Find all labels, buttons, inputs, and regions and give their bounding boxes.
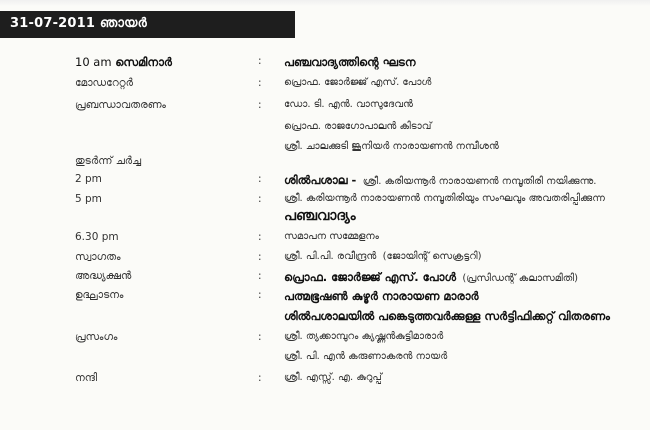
moderator-name: പ്രൊഫ. ജോർജ്ജ് എസ്. പോൾ (284, 77, 432, 88)
welcome-line (284, 251, 482, 262)
schedule-row-welcome (0, 251, 650, 269)
seminar-time: 10 am (75, 55, 112, 69)
schedule-row-inauguration (0, 289, 650, 307)
separator: : (258, 77, 262, 89)
thanks-label: നന്ദി (75, 372, 98, 384)
separator: : (258, 331, 262, 343)
separator: : (258, 251, 262, 263)
schedule-row-moderator (0, 77, 650, 95)
papers-label: പ്രബന്ധാവതരണം (75, 99, 166, 111)
president-name: പ്രൊഫ. ജോർജ്ജ് എസ്. പോൾ (284, 270, 457, 284)
speaker-name: ശ്രീ. പി. എൻ കരുണാകരൻ നായർ (284, 351, 448, 362)
separator: : (258, 372, 262, 384)
separator: : (258, 231, 262, 243)
separator: : (258, 55, 262, 67)
presenter-name: ഡോ. ടി. എൻ. വാസുദേവൻ (284, 99, 413, 110)
schedule-row-workshop (0, 173, 650, 191)
top-margin-strip (0, 0, 650, 6)
separator: : (258, 193, 262, 205)
performance-line: ശ്രീ. കരിയന്നൂർ നാരായണൻ നമ്പൂതിരിയും സംഘവും അവതരിപ്പിക്കുന്ന (284, 193, 605, 204)
performance-time: 5 pm (75, 193, 102, 205)
date-banner (0, 11, 295, 38)
schedule-row-closing (0, 231, 650, 249)
president-line (284, 270, 578, 285)
certificate-note: ശിൽപശാലയിൽ പങ്കെടുത്തവർക്കുള്ള സർട്ടിഫിക്കറ്റ് വിതരണം (284, 309, 610, 323)
performance-title: പഞ്ചവാദ്യം (284, 208, 356, 224)
workshop-time: 2 pm (75, 173, 102, 185)
closing-title: സമാപന സമ്മേളനം (284, 231, 379, 242)
discussion-label: തുടർന്ന് ചർച്ച (75, 155, 142, 167)
schedule-row-performance-title (0, 208, 650, 226)
speaker-name: ശ്രീ. ത്യക്കാമ്പുറം ക്യഷ്ണൻകുട്ടിമാരാർ (284, 331, 444, 342)
schedule-row-papers (0, 99, 650, 117)
date-heading: 31-07-2011 ഞായർ (10, 16, 147, 31)
schedule-row-certificate (0, 309, 650, 327)
inauguration-label: ഉദ്ഘാടനം (75, 289, 124, 301)
seminar-topic: പഞ്ചവാദ്യത്തിന്റെ ഘടന (284, 55, 416, 69)
schedule-row-discussion (0, 155, 650, 173)
presenter-name: പ്രൊഫ. രാജഗോപാലൻ കിടാവ് (284, 121, 432, 132)
welcome-label: സ്വാഗതം (75, 251, 121, 263)
seminar-title: സെമിനാർ (115, 55, 172, 69)
thanks-name: ശ്രീ. എസ്സ്. എ. കുറുപ്പ് (284, 372, 382, 383)
workshop-line (284, 173, 596, 188)
closing-time: 6.30 pm (75, 231, 119, 243)
separator: : (258, 99, 262, 111)
welcome-name: ശ്രീ. പി.പി. രവീന്ദ്രൻ (284, 251, 377, 262)
schedule-row-papers-3 (0, 135, 650, 153)
speech-label: പ്രസംഗം (75, 331, 118, 343)
inauguration-name: പത്മഭൂഷൺ കുഴൂർ നാരായണ മാരാർ (284, 289, 479, 303)
separator: : (258, 173, 262, 185)
schedule-row-president (0, 270, 650, 288)
workshop-lead: ശ്രീ. കരിയന്നൂർ നാരായണൻ നമ്പൂതിരി നയിക്കുന്നു. (362, 176, 597, 187)
welcome-role: (ജോയിന്റ് സെക്രട്ടറി) (382, 251, 482, 262)
separator: : (258, 289, 262, 301)
presenter-name: ശ്രീ. ചാലക്കുടി ജൂനിയർ നാരായണൻ നമ്പീശൻ (284, 141, 499, 152)
seminar-time-title (75, 55, 172, 70)
schedule-row-speech (0, 331, 650, 349)
moderator-label: മോഡറേറ്റർ (75, 77, 133, 89)
schedule-row-seminar (0, 55, 650, 73)
schedule-row-speech-2 (0, 351, 650, 369)
separator: : (258, 270, 262, 282)
president-role: (പ്രസിഡന്റ് കലാസമിതി) (462, 273, 579, 284)
schedule-row-thanks (0, 372, 650, 390)
workshop-title: ശിൽപശാല - (284, 173, 357, 187)
president-label: അദ്ധ്യക്ഷൻ (75, 270, 132, 282)
